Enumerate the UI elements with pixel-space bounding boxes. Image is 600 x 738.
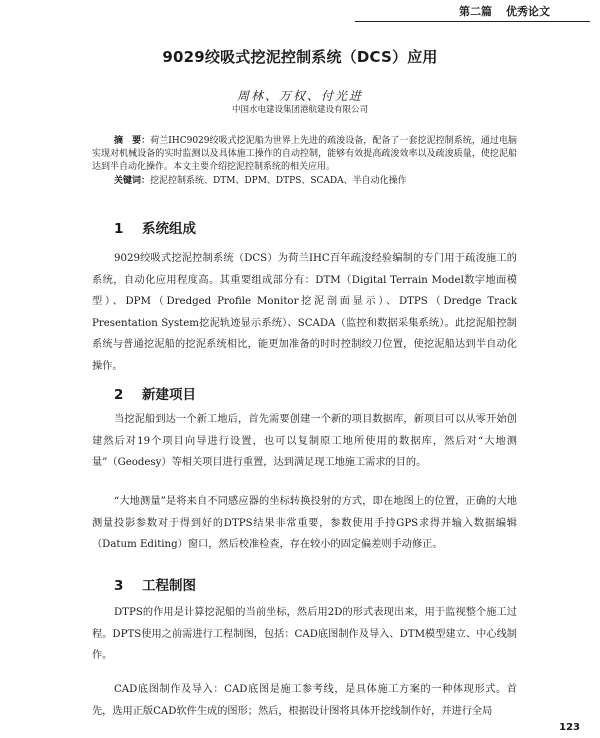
section-2-paragraph-1: 当挖泥船到达一个新工地后，首先需要创建一个新的项目数据库，新项目可以从零开始创建然后对19个项目向导进行设置，也可以复制原工地所使用的数据库，然后对“大地测量”（Geodesy）等相关项目进行重置，达到满足现工地施工需求的目的。	[92, 414, 517, 468]
keywords-text: 挖泥控制系统、DTM、DPM、DTPS、SCADA、半自动化操作	[150, 175, 407, 186]
abstract-paragraph	[92, 135, 517, 175]
section-2-heading	[114, 383, 196, 403]
header-category: 优秀论文	[506, 5, 550, 18]
section-title: 系统组成	[142, 221, 196, 237]
paper-affiliation: 中国水电建设集团港航建设有限公司	[231, 105, 368, 115]
section-number: 2	[114, 387, 124, 403]
section-3-paragraph-2: CAD底图制作及导入：CAD底图是施工参考线，是具体施工方案的一种体现形式。首先，选用正版CAD软件生成的图形；然后，根据设计图将具体开挖线制作好，并进行全局	[92, 684, 517, 717]
section-1-heading	[114, 217, 196, 237]
paper-authors: 周林、万权、付光进	[236, 89, 363, 103]
keywords-paragraph	[92, 175, 517, 188]
section-2-paragraph-2: “大地测量”是将来自不同感应器的坐标转换投射的方式，即在地图上的位置，正确的大地测量投影参数对于得到好的DTPS结果非常重要，参数使用手持GPS求得并输入数据编辑（Datum Editing）窗口，然后校准检查，存在较小的固定偏差则手动修正。	[92, 496, 517, 550]
keywords-label: 关键词：	[114, 175, 151, 186]
paper-title: 9029绞吸式挖泥控制系统（DCS）应用	[162, 48, 438, 66]
abstract-block	[92, 135, 517, 188]
header-part: 第二篇	[459, 5, 492, 18]
section-3-heading	[114, 574, 196, 594]
section-1-paragraph-1: 9029绞吸式挖泥控制系统（DCS）为荷兰IHC百年疏浚经验编制的专门用于疏浚施工的系统，自动化应用程度高。其重要组成部分有：DTM（Digital Terrain Model数字地面模型）、DPM（Dredged Profile Monitor挖泥剖面显示）、DTPS（Dredge Track Presentation System挖泥轨迹显示系统）、SCADA（监控和数据采集系统）。此挖泥船控制系统与普通挖泥船的挖泥系统相比，能更加准备的时时控制绞刀位置，使挖泥船达到半自动化操作。	[92, 253, 517, 372]
section-title: 新建项目	[142, 387, 196, 403]
header-rule	[355, 21, 590, 22]
page-number: 123	[559, 722, 580, 733]
abstract-text: 荷兰IHC9029绞吸式挖泥船为世界上先进的疏浚设备，配备了一套挖泥控制系统，通过电脑实现对机械设备的实时监测以及具体施工操作的自动控制，能够有效提高疏浚效率以及疏浚质量，使挖泥船达到半自动化操作。本文主要介绍挖泥控制系统的相关应用。	[92, 136, 517, 173]
section-title: 工程制图	[142, 578, 196, 594]
running-header	[340, 3, 590, 19]
section-3-paragraph-1: DTPS的作用是计算挖泥船的当前坐标，然后用2D的形式表现出来，用于监视整个施工过程。DPTS使用之前需进行工程制图，包括：CAD底图制作及导入、DTM模型建立、中心线制作。	[92, 607, 517, 661]
abstract-label: 摘 要：	[114, 136, 151, 146]
section-number: 1	[114, 221, 124, 237]
section-number: 3	[114, 578, 124, 594]
